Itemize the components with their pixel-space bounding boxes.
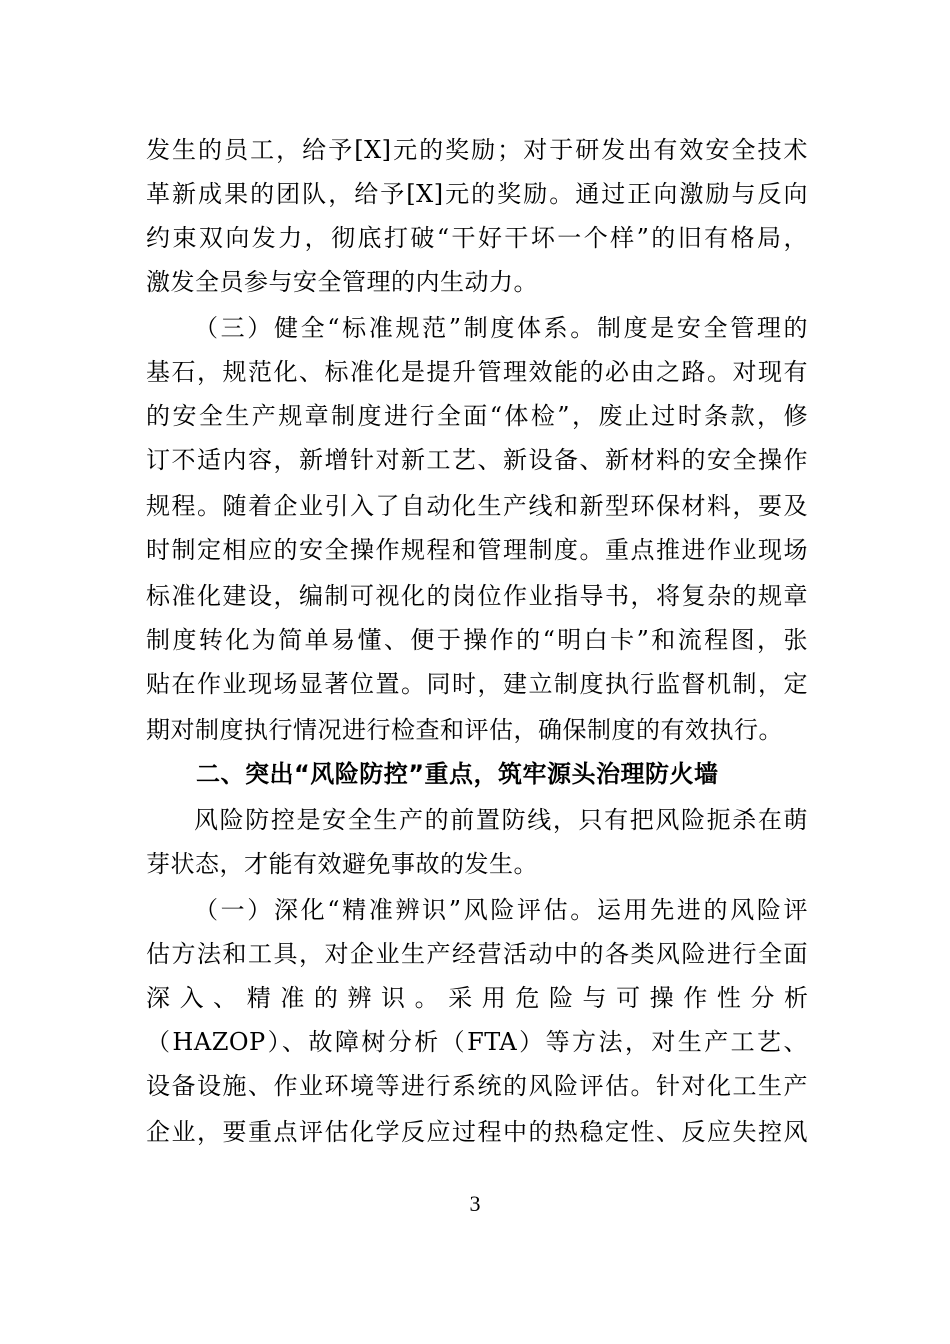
body-text-line: 企业，要重点评估化学反应过程中的热稳定性、反应失控风	[146, 1118, 808, 1146]
body-text-line: 约束双向发力，彻底打破“干好干坏一个样”的旧有格局，	[146, 224, 808, 252]
body-text-line: 基石，规范化、标准化是提升管理效能的必由之路。对现有	[146, 358, 808, 386]
body-text-line: 风险防控是安全生产的前置防线，只有把风险扼杀在萌	[194, 806, 808, 834]
body-text-line: 芽状态，才能有效避免事故的发生。	[146, 850, 538, 878]
body-text-line: 激发全员参与安全管理的内生动力。	[146, 268, 538, 296]
body-text-line: 期对制度执行情况进行检查和评估，确保制度的有效执行。	[146, 716, 783, 744]
body-text-line: 贴在作业现场显著位置。同时，建立制度执行监督机制，定	[146, 670, 808, 698]
body-text-line: 标准化建设，编制可视化的岗位作业指导书，将复杂的规章	[146, 582, 808, 610]
body-text-line: 深入、精准的辨识。采用危险与可操作性分析	[146, 984, 808, 1012]
body-text-line: 规程。随着企业引入了自动化生产线和新型环保材料，要及	[146, 492, 808, 520]
body-text-line: 时制定相应的安全操作规程和管理制度。重点推进作业现场	[146, 536, 808, 564]
body-text-line: 制度转化为简单易懂、便于操作的“明白卡”和流程图，张	[146, 626, 808, 654]
body-text-line: 估方法和工具，对企业生产经营活动中的各类风险进行全面	[146, 940, 808, 968]
subsection-heading-line: （一）深化“精准辨识”风险评估。运用先进的风险评	[194, 896, 808, 924]
section-heading: 二、突出“风险防控”重点，筑牢源头治理防火墙	[196, 760, 719, 788]
body-text-line: 设备设施、作业环境等进行系统的风险评估。针对化工生产	[146, 1072, 808, 1100]
page-number: 3	[469, 1191, 481, 1216]
subsection-heading-line: （三）健全“标准规范”制度体系。制度是安全管理的	[194, 314, 808, 342]
body-text-line: 的安全生产规章制度进行全面“体检”，废止过时条款，修	[146, 402, 808, 430]
body-text-line: 发生的员工，给予[X]元的奖励；对于研发出有效安全技术	[146, 136, 808, 164]
body-text-line: 革新成果的团队，给予[X]元的奖励。通过正向激励与反向	[146, 180, 808, 208]
body-text-line: 订不适内容，新增针对新工艺、新设备、新材料的安全操作	[146, 446, 808, 474]
body-text-line: （HAZOP）、故障树分析（FTA）等方法，对生产工艺、	[146, 1028, 808, 1056]
